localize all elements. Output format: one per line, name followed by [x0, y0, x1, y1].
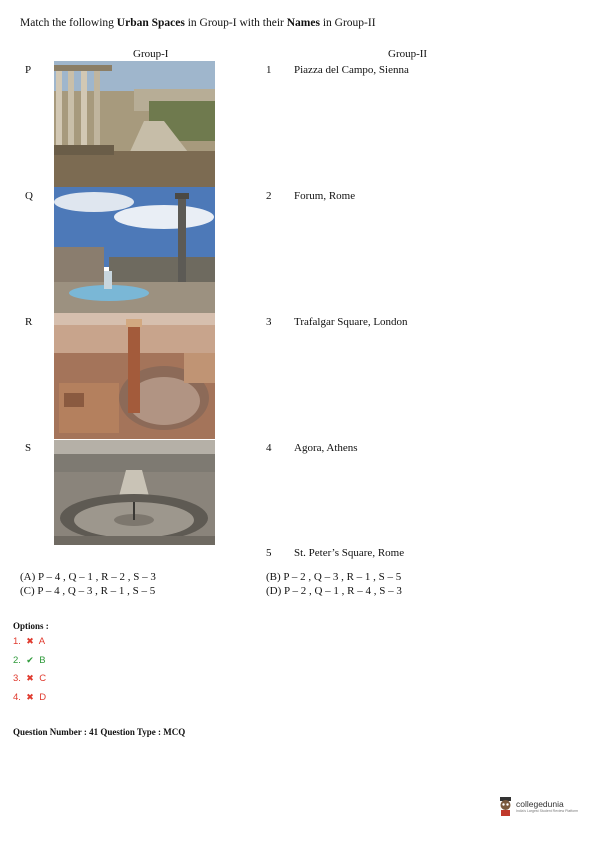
option-4[interactable]	[13, 692, 46, 703]
name-text: St. Peter’s Square, Rome	[294, 547, 405, 559]
cross-icon: ✖	[26, 692, 34, 702]
option-label: C	[39, 673, 47, 684]
logo-tagline: India's Largest Student Review Platform	[516, 808, 579, 813]
option-2[interactable]	[13, 655, 46, 666]
cross-icon: ✖	[26, 636, 34, 646]
answer-b: (B) P – 2 , Q – 3 , R – 1 , S – 5	[266, 571, 402, 583]
question-text	[20, 17, 376, 29]
answer-a: (A) P – 4 , Q – 1 , R – 2 , S – 3	[20, 571, 156, 583]
option-number: 2.	[13, 655, 21, 666]
name-text: Piazza del Campo, Sienna	[294, 64, 409, 76]
cross-icon: ✖	[26, 673, 34, 683]
name-text: Forum, Rome	[294, 190, 356, 202]
group1-heading: Group-I	[133, 48, 169, 60]
option-number: 4.	[13, 692, 21, 703]
photo-st-peters-aerial	[54, 440, 215, 545]
letter-r: R	[25, 316, 33, 328]
mascot-icon	[497, 796, 514, 816]
answer-c: (C) P – 4 , Q – 3 , R – 1 , S – 5	[20, 585, 156, 597]
letter-p: P	[25, 64, 32, 76]
name-number: 3	[266, 316, 272, 328]
option-label: A	[38, 636, 46, 647]
question-meta: Question Number : 41 Question Type : MCQ	[13, 727, 186, 737]
collegedunia-logo	[497, 796, 578, 816]
photo-column-square	[54, 187, 215, 313]
letter-s: S	[25, 442, 32, 454]
option-label: D	[39, 692, 47, 703]
name-number: 1	[266, 64, 272, 76]
option-1[interactable]	[13, 636, 45, 647]
group2-heading: Group-II	[388, 48, 428, 60]
question-part: Match the following	[20, 17, 117, 29]
question-part: in Group-II	[319, 17, 376, 29]
photo-campo-aerial	[54, 313, 215, 439]
name-text: Agora, Athens	[294, 442, 358, 454]
letter-q: Q	[25, 190, 33, 202]
options-heading: Options :	[13, 621, 49, 631]
question-part: in Group-I with their	[184, 17, 287, 29]
logo-brand: collegedunia	[516, 798, 564, 809]
name-number: 5	[266, 547, 272, 559]
question-bold-urban-spaces: Urban Spaces	[116, 17, 185, 29]
option-number: 3.	[13, 673, 21, 684]
option-3[interactable]	[13, 673, 46, 684]
answer-d: (D) P – 2 , Q – 1 , R – 4 , S – 3	[266, 585, 402, 597]
option-label: B	[39, 655, 46, 666]
name-number: 2	[266, 190, 272, 202]
photo-forum-ruins	[54, 61, 215, 187]
option-number: 1.	[13, 636, 21, 647]
check-icon: ✔	[26, 655, 34, 665]
name-text: Trafalgar Square, London	[294, 316, 408, 328]
name-number: 4	[266, 442, 272, 454]
question-bold-names: Names	[286, 17, 320, 29]
